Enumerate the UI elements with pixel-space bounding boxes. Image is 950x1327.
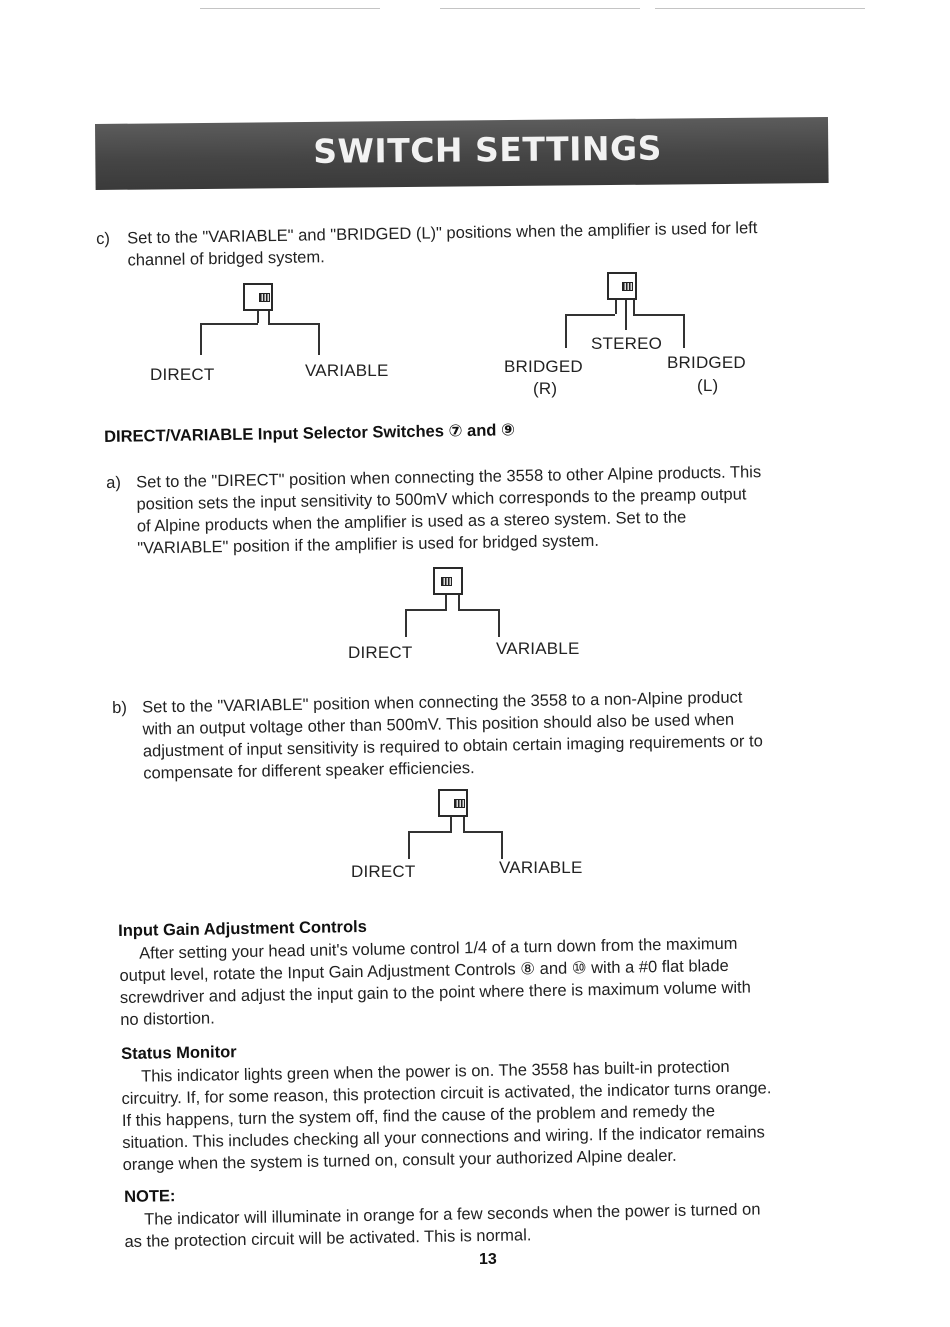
text-line: adjustment of input sensitivity is required to obtain certain imaging requirements or to [142,732,763,761]
connector-line [633,300,635,314]
text-line: as the protection circuit will be activated. This is normal. [124,1226,532,1251]
switch-icon [433,567,463,595]
title-banner [95,117,829,190]
connector-line [450,817,452,831]
text-line: position sets the input sensitivity to 500mV which corresponds to the preamp output [136,485,747,514]
label-bridged-r: BRIDGED [504,357,583,376]
item-marker: a) [106,473,122,492]
text-line: Set to the "DIRECT" position when connecting the 3558 to other Alpine products. This [136,463,762,492]
label-variable: VARIABLE [496,639,580,658]
switch-knob-icon [454,799,465,808]
text-line: channel of bridged system. [127,248,325,270]
label-direct: DIRECT [351,862,416,881]
connector-line [405,609,447,611]
text-line: output level, rotate the Input Gain Adjustment Controls ⑧ and ⑩ with a #0 flat blade [119,956,729,985]
item-marker: b) [112,698,128,717]
text-line: This indicator lights green when the power is on. The 3558 has built-in protection [141,1057,730,1086]
connector-line [405,609,407,637]
connector-line [200,323,202,355]
switch-icon [607,272,637,300]
text-line: screwdriver and adjust the input gain to the point where there is maximum volume with [119,978,751,1007]
connector-line [615,300,617,314]
note-paragraph [124,1197,864,1251]
mode-switch-diagram [495,272,765,402]
switch-icon [243,283,273,311]
text-line: orange when the system is turned on, consult your authorized Alpine dealer. [122,1146,677,1174]
item-a [106,460,846,558]
label-variable: VARIABLE [499,858,583,877]
item-marker: c) [96,229,111,248]
text-line: situation. This includes checking all your connections and wiring. If the indicator remains [122,1123,765,1152]
label-bridged-l-side: (L) [697,376,719,395]
scan-rule [440,8,640,9]
connector-line [408,831,410,859]
switch-knob-icon [259,293,270,302]
text-line: After setting your head unit's volume control 1/4 of a turn down from the maximum [139,934,738,963]
connector-line [200,323,258,325]
text-line: of Alpine products when the amplifier is used as a stereo system. Set to the [136,508,687,536]
scan-rule [200,8,380,9]
label-direct: DIRECT [348,643,413,662]
text-line: no distortion. [120,1009,215,1029]
text-line: compensate for different speaker efficiencies. [143,758,475,783]
label-direct: DIRECT [150,365,215,384]
connector-line [501,831,503,859]
text-line: circuitry. If, for some reason, this protection circuit is activated, the indicator turns orange. [121,1079,772,1108]
connector-line [257,311,259,323]
text-line: If this happens, turn the system off, find the cause of the problem and remedy the [121,1102,716,1130]
connector-line [625,300,627,330]
note-heading: NOTE: [124,1187,176,1206]
switch-knob-icon [441,577,452,586]
section-heading: DIRECT/VARIABLE Input Selector Switches ⑦ and ⑨ [104,421,516,446]
connector-line [565,314,615,316]
connector-line [463,831,503,833]
direct-switch-diagram [340,567,610,667]
connector-line [268,323,320,325]
text-line: with an output voltage other than 500mV. This position should also be used when [142,710,735,739]
connector-line [408,831,452,833]
connector-line [445,595,447,609]
label-bridged-l: BRIDGED [667,353,746,372]
scan-rule [655,8,865,9]
label-variable: VARIABLE [305,361,389,380]
input-gain-heading: Input Gain Adjustment Controls [118,917,367,940]
item-b [112,685,852,783]
text-line: "VARIABLE" position if the amplifier is used for bridged system. [137,531,600,558]
status-monitor-heading: Status Monitor [121,1043,237,1063]
text-line: Set to the "VARIABLE" and "BRIDGED (L)" positions when the amplifier is used for left [127,219,758,248]
switch-icon [438,789,468,817]
text-line: Set to the "VARIABLE" position when connecting the 3558 to a non-Alpine product [142,688,743,717]
switch-knob-icon [622,282,633,291]
variable-switch-diagram [345,789,615,889]
text-line: The indicator will illuminate in orange for a few seconds when the power is turned on [144,1200,761,1229]
intro-item [96,216,836,270]
connector-line [458,609,500,611]
connector-line [633,314,685,316]
label-bridged-r-side: (R) [533,379,558,398]
direct-variable-switch-diagram [140,283,410,393]
connector-line [463,817,465,831]
connector-line [565,314,567,348]
label-stereo: STEREO [591,334,663,353]
page-title: SWITCH SETTINGS [313,128,663,171]
connector-line [683,314,685,348]
connector-line [268,311,270,323]
connector-line [318,323,320,355]
connector-line [498,609,500,637]
connector-line [458,595,460,609]
page-number: 13 [479,1251,497,1268]
